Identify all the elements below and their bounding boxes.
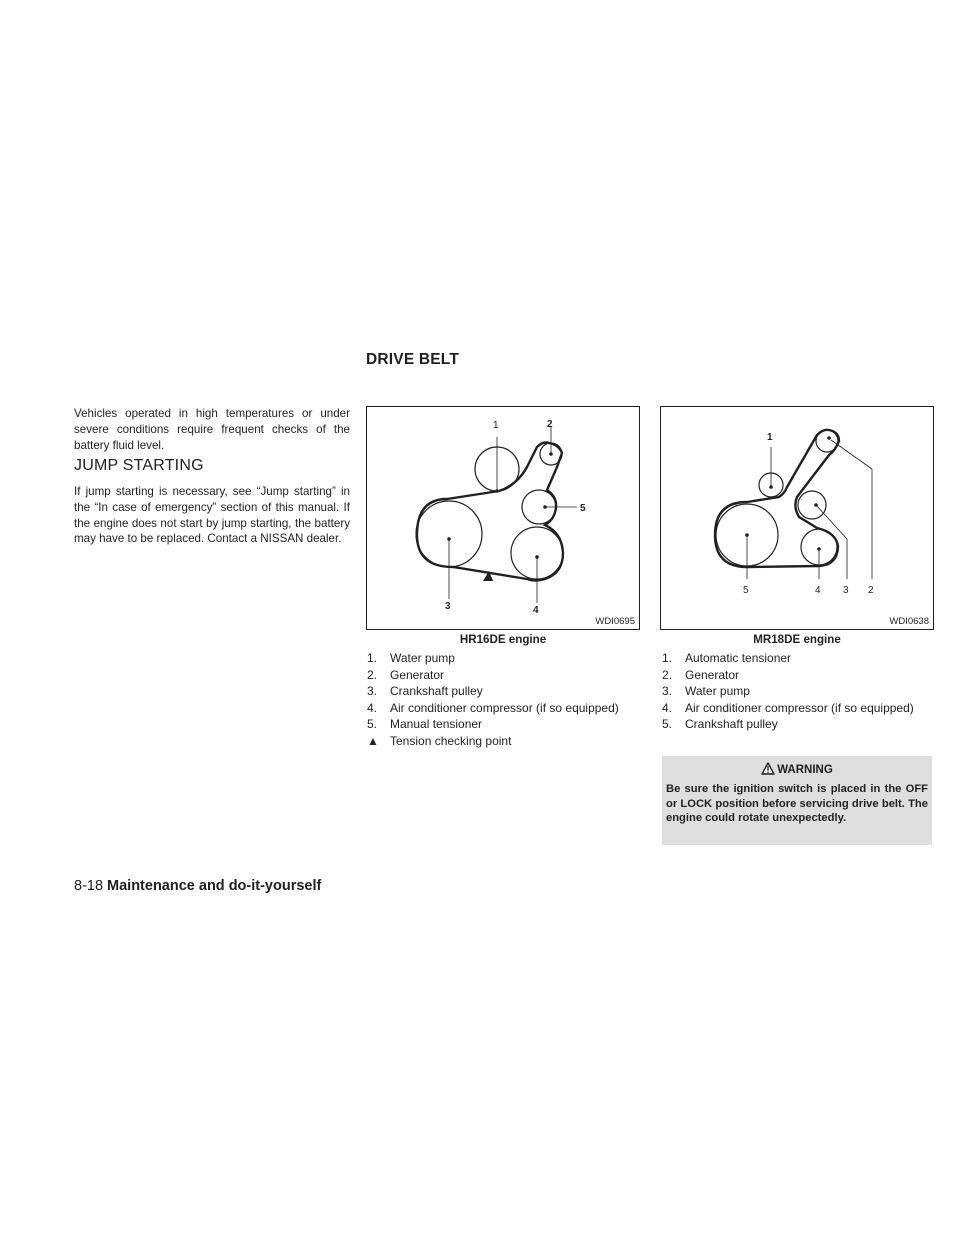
hr16de-belt-diagram bbox=[366, 406, 640, 630]
list-item: 1. Automatic tensioner bbox=[662, 651, 792, 665]
warning-heading: WARNING bbox=[662, 762, 932, 776]
list-item: 5. Crankshaft pulley bbox=[662, 717, 778, 732]
warning-text: Be sure the ignition switch is placed in the OFF or LOCK position before servicing drive belt. The engine could rotate unexpectedly. bbox=[666, 783, 928, 825]
list-item: 3. Crankshaft pulley bbox=[367, 684, 483, 699]
page-number: 8-18 bbox=[74, 878, 104, 894]
mr18de-belt-drawing bbox=[661, 407, 933, 629]
mr18de-callout-5: 5 bbox=[743, 585, 749, 596]
list-item: 4. Air conditioner compressor (if so equipped) bbox=[367, 700, 619, 715]
jump-starting-heading: JUMP STARTING bbox=[74, 457, 204, 474]
mr18de-figure-code: WDI0638 bbox=[889, 616, 929, 627]
mr18de-callout-3: 3 bbox=[843, 585, 849, 596]
hr16de-callout-3: 3 bbox=[445, 601, 451, 612]
tension-checking-point-icon: ▲ bbox=[367, 733, 379, 748]
mr18de-caption: MR18DE engine bbox=[753, 633, 841, 646]
mr18de-callout-1: 1 bbox=[767, 432, 773, 443]
list-item: ▲ Tension checking point bbox=[367, 733, 512, 748]
hr16de-callout-4: 4 bbox=[533, 605, 539, 616]
hr16de-callout-5: 5 bbox=[580, 503, 586, 514]
section-title: DRIVE BELT bbox=[366, 351, 459, 368]
mr18de-belt-diagram bbox=[660, 406, 934, 630]
chapter-title: Maintenance and do-it-yourself bbox=[107, 878, 322, 894]
hr16de-caption: HR16DE engine bbox=[459, 633, 547, 646]
hr16de-belt-drawing bbox=[367, 407, 639, 629]
list-item: 1. Water pump bbox=[367, 651, 455, 665]
list-item: 2. Generator bbox=[367, 667, 445, 682]
hr16de-callout-2: 2 bbox=[547, 419, 553, 430]
list-item: 5. Manual tensioner bbox=[367, 717, 483, 732]
hr16de-figure-code: WDI0695 bbox=[595, 616, 635, 627]
battery-note: Vehicles operated in high temperatures or under severe conditions require frequent checks of the battery fluid level. bbox=[74, 407, 350, 452]
mr18de-callout-4: 4 bbox=[815, 585, 821, 596]
hr16de-callout-1: 1 bbox=[493, 420, 499, 431]
mr18de-parts-list bbox=[662, 650, 932, 733]
list-item: 4. Air conditioner compressor (if so equipped) bbox=[662, 700, 914, 715]
warning-icon bbox=[761, 762, 775, 775]
hr16de-parts-list bbox=[367, 650, 637, 750]
list-item: 2. Generator bbox=[662, 667, 740, 682]
list-item: 3. Water pump bbox=[662, 684, 750, 699]
jump-starting-text: If jump starting is necessary, see “Jump starting” in the “In case of emergency” section of this manual. If the engine does not start by jump starting, the battery may have to be replaced. Contact a NISSAN dealer. bbox=[74, 485, 350, 546]
page-footer bbox=[74, 878, 321, 894]
warning-box bbox=[662, 756, 932, 845]
mr18de-callout-2: 2 bbox=[868, 585, 874, 596]
